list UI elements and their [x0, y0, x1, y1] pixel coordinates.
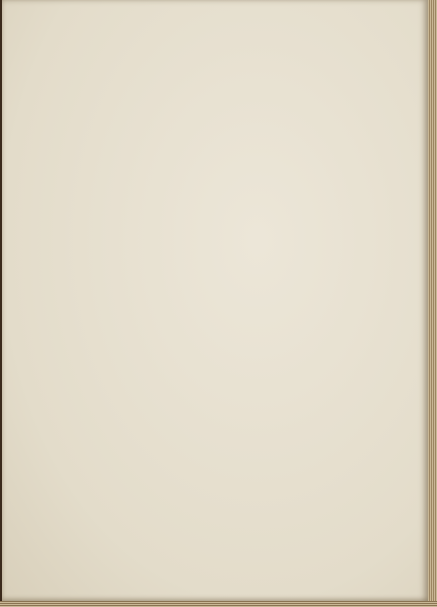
page-edge [428, 0, 437, 607]
page-bottom-edge [0, 601, 437, 607]
notebook-page [2, 0, 428, 602]
